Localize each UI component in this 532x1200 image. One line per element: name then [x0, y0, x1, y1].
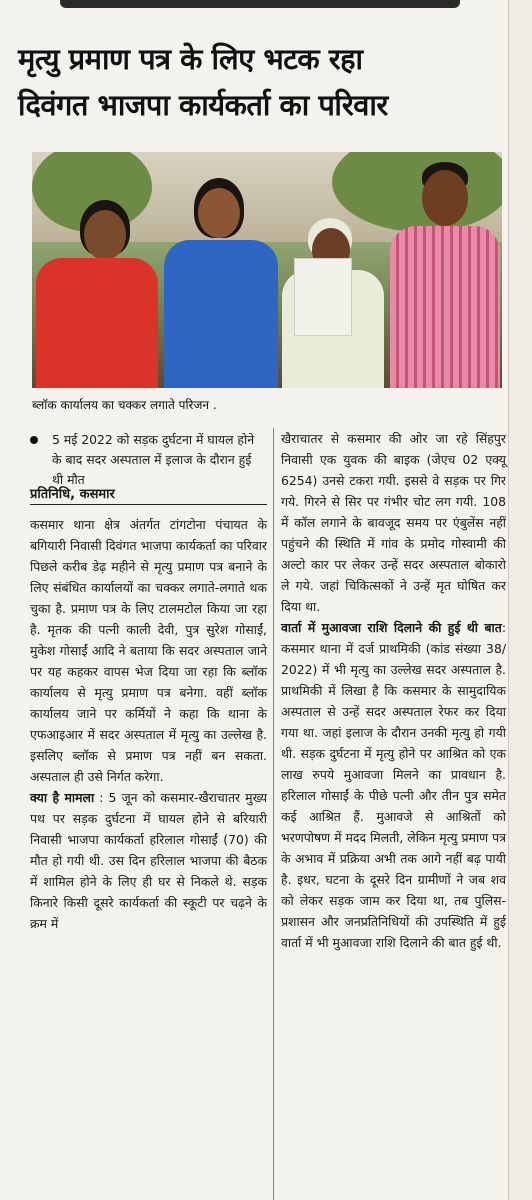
previous-article-edge — [60, 0, 460, 8]
column-1-paragraph-2-text: : 5 जून को कसमार-खैराचातर मुख्य पथ पर सड़क दुर्घटना में घायल होने से बरियारी निवासी भाजपा कार्यकर्ता हरिलाल गोसाईं (70) की मौत हो गयी थी. उस दिन हरिलाल भाजपा की बैठक में शामिल होने के लिए ही घर से निकले थे. सड़क किनारे किसी दूसरे कार्यकर्ता की स्कूटी पर चढ़ने के क्रम में — [30, 790, 267, 931]
headline-line-1: मृत्यु प्रमाण पत्र के लिए भटक रहा — [18, 42, 363, 76]
column-2-paragraph-1: खैराचातर से कसमार की ओर जा रहे सिंहपुर निवासी एक युवक की बाइक (जेएच 02 एक्यू 6254) उनसे टकरा गयी. इससे वे सड़क पर गिर गये. गिरने से सिर पर गंभीर चोट लग गयी. 108 में कॉल लगाने के बावजूद समय पर एंबुलेंस नहीं पहुंचने की स्थिति में गांव के प्रमोद गोस्वामी की अल्टो कार पर लेकर उन्हें सदर अस्पताल बोकारो ले गये. जहां चिकित्सकों ने उन्हें मृत घोषित कर दिया था. — [281, 431, 506, 614]
photo-caption: ब्लॉक कार्यालय का चक्कर लगाते परिजन . — [32, 398, 217, 412]
person-2 — [160, 164, 280, 388]
subhead-varta-mein-muavja: वार्ता में मुआवजा राशि दिलाने की हुई थी बात — [281, 620, 502, 635]
column-divider — [273, 428, 274, 1200]
subhead-kya-hai-mamla: क्या है मामला — [30, 790, 95, 805]
column-2-paragraph-2-text: : कसमार थाना में दर्ज प्राथमिकी (कांड संख्या 38/ 2022) में भी मृत्यु का उल्लेख सदर अस्पताल है. प्राथमिकी में लिखा है कि कसमार के सामुदायिक अस्पताल से उन्हें सदर अस्पताल रेफर कर दिया गया था. जहां इलाज के दौरान उनकी मृत्यु हो गयी थी. सड़क दुर्घटना में मृत्यु होने पर आश्रित को एक लाख रुपये मुआवजा मिलने का प्रावधान है. हरिलाल गोसाईं के पीछे पत्नी और तीन पुत्र समेत कई आश्रित हैं. मुआवजे से आश्रितों को भरणपोषण में मदद मिलती, लेकिन मृत्यु प्रमाण पत्र के अभाव में प्रक्रिया अभी तक आगे नहीं बढ़ पायी है. इधर, घटना के दूसरे दिन ग्रामीणों ने जब शव को लेकर सड़क जाम कर दिया था, तब पुलिस-प्रशासन और जनप्रतिनिधियों की उपस्थिति में हुई वार्ता में भी मुआवजा राशि दिलाने की बात हुई थी. — [281, 620, 506, 950]
article-column-1 — [30, 514, 267, 934]
person-4 — [384, 158, 502, 388]
column-2-paragraph-2 — [281, 617, 506, 953]
headline-line-2: दिवंगत भाजपा कार्यकर्ता का परिवार — [18, 88, 388, 122]
column-1-paragraph-1: कसमार थाना क्षेत्र अंतर्गत टांगटोना पंचायत के बगियारी निवासी दिवंगत भाजपा कार्यकर्ता का परिवार पिछले करीब डेढ़ महीने से मृत्यु प्रमाण पत्र बनाने के लिए संबंधित कार्यालयों का चक्कर लगाते-लगाते थक चुका है. प्रमाण पत्र के लिए टालमटोल किया जा रहा है. मृतक की पत्नी काली देवी, पुत्र सुरेश गोसाईं, मुकेश गोसाईं आदि ने बताया कि सदर अस्पताल जाने पर यह कहकर वापस भेज दिया जा रहा कि ब्लॉक कार्यालय से मृत्यु प्रमाण पत्र बनेगा. वहीं ब्लॉक कार्यालय जाने पर कर्मियों ने कहा कि थाना के एफआइआर में सदर अस्पताल में मृत्यु का उल्लेख है. इसलिए ब्लॉक से प्रमाण पत्र नहीं बन सकता. अस्पताल ही उसे निर्गत करेगा. — [30, 517, 267, 784]
highlight-bullet — [30, 430, 265, 490]
highlight-text: 5 मई 2022 को सड़क दुर्घटना में घायल होने के बाद सदर अस्पताल में इलाज के दौरान हुई थी मौत — [52, 432, 255, 487]
article-column-2 — [281, 428, 506, 953]
bullet-dot-icon — [30, 436, 38, 444]
byline: प्रतिनिधि, कसमार — [30, 484, 267, 505]
headline — [18, 36, 508, 128]
person-1 — [32, 178, 162, 388]
column-1-paragraph-2 — [30, 787, 267, 934]
news-photo — [32, 152, 502, 388]
adjacent-article-edge — [508, 0, 532, 1200]
death-certificate-paper — [294, 258, 352, 336]
